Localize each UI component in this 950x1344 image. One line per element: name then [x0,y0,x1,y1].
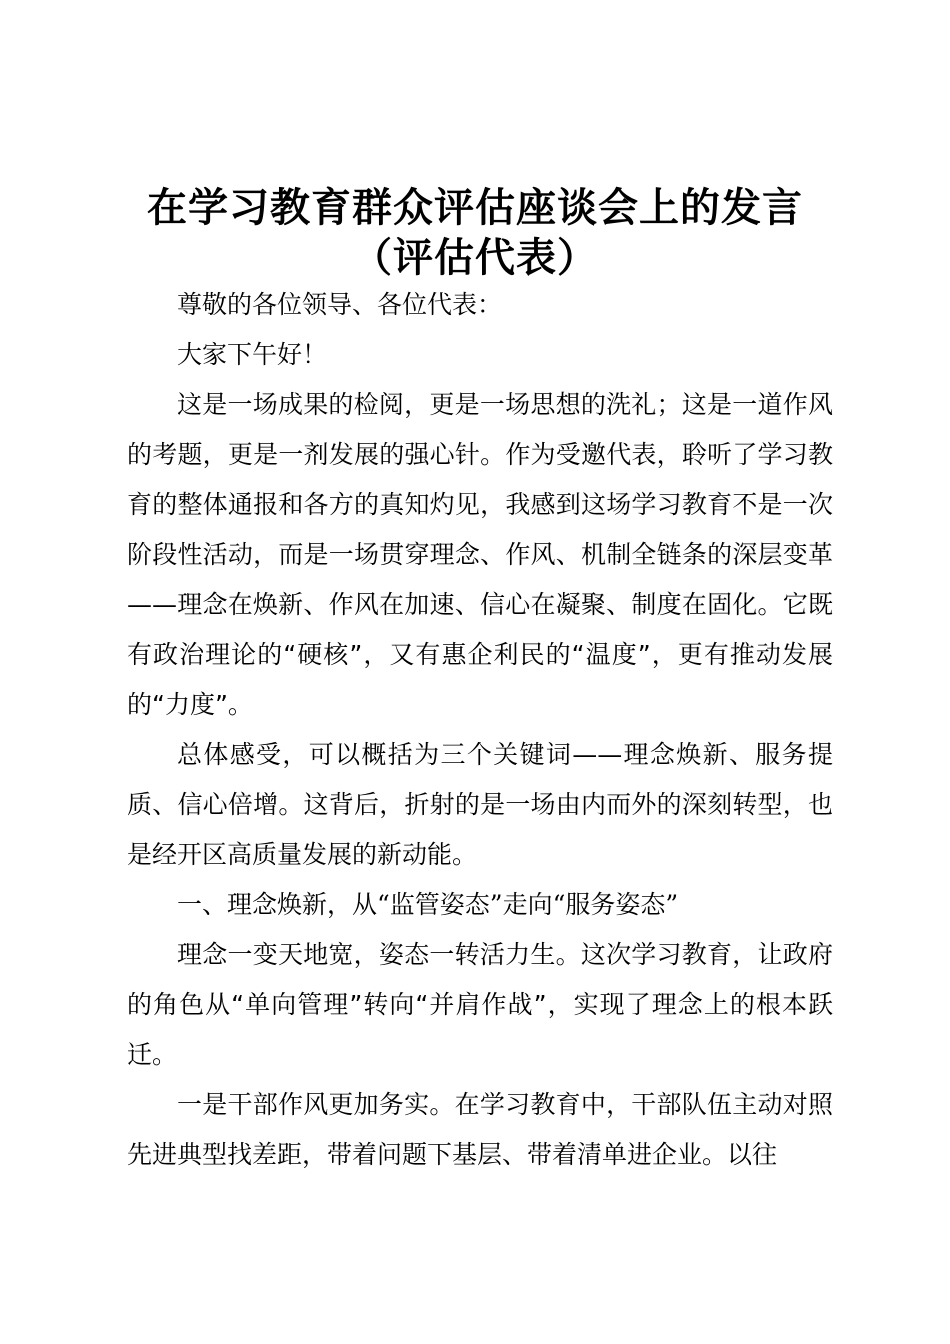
salutation: 尊敬的各位领导、各位代表： [177,290,503,319]
document-body [127,280,833,1180]
section-heading: 一、理念焕新，从“监管姿态”走向“服务姿态” [177,890,679,919]
greeting: 大家下午好！ [177,340,328,369]
section-paragraph: 一是干部作风更加务实。在学习教育中，干部队伍主动对照先进典型找差距，带着问题下基层、带着清单进企业。以往 [127,1090,833,1169]
paragraph-summary: 总体感受，可以概括为三个关键词——理念焕新、服务提质、信心倍增。这背后，折射的是一场由内而外的深刻转型，也是经开区高质量发展的新动能。 [127,740,833,869]
document-title: 在学习教育群众评估座谈会上的发言 [147,184,803,231]
document-subtitle: （评估代表） [352,234,598,281]
paragraph-intro: 这是一场成果的检阅，更是一场思想的洗礼；这是一道作风的考题，更是一剂发展的强心针。作为受邀代表，聆听了学习教育的整体通报和各方的真知灼见，我感到这场学习教育不是一次阶段性活动，而是一场贯穿理念、作风、机制全链条的深层变革——理念在焕新、作风在加速、信心在凝聚、制度在固化。它既有政治理论的“硬核”，又有惠企利民的“温度”，更有推动发展的“力度”。 [127,390,833,719]
section-paragraph: 理念一变天地宽，姿态一转活力生。这次学习教育，让政府的角色从“单向管理”转向“并肩作战”，实现了理念上的根本跃迁。 [127,940,833,1069]
